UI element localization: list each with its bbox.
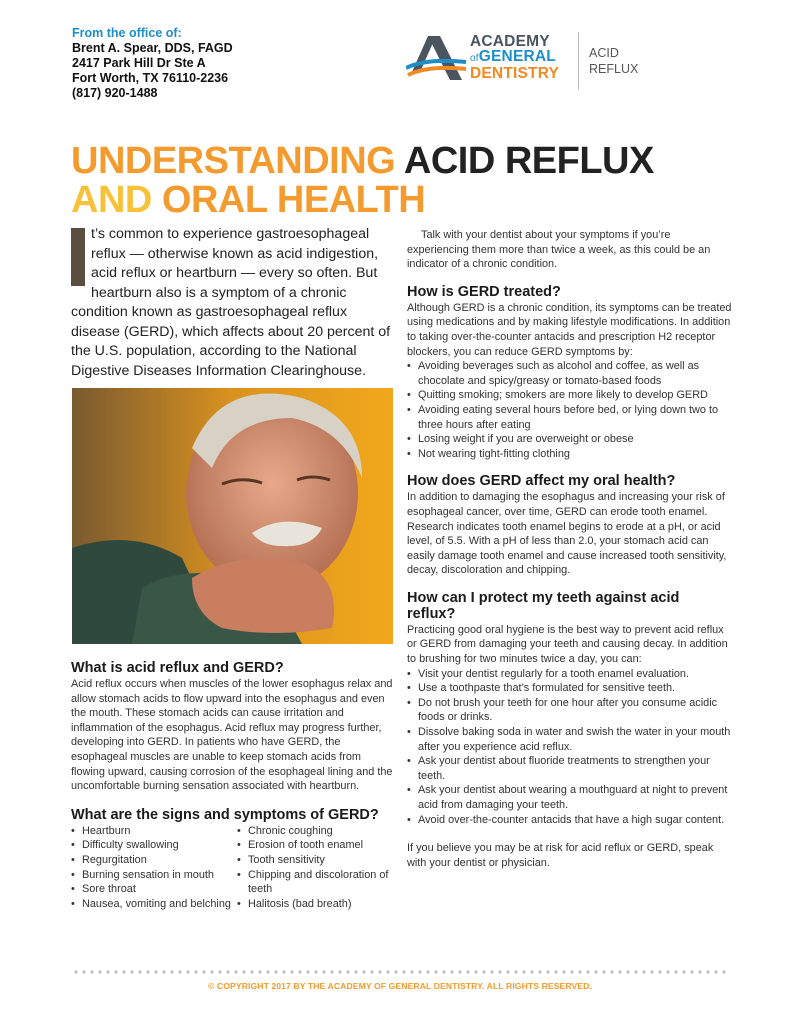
list-item: • Use a toothpaste that’s formulated for sensitive teeth. [407, 681, 732, 696]
list-item: • Avoiding beverages such as alcohol and coffee, as well as chocolate and spicy/greasy or tomato-based foods [407, 359, 732, 388]
list-item: • Not wearing tight-fitting clothing [407, 447, 732, 462]
list-item: • Halitosis (bad breath) [237, 897, 396, 912]
logo-dentistry: DENTISTRY [470, 65, 560, 82]
drop-cap [71, 228, 85, 286]
affect-text: In addition to damaging the esophagus and increasing your risk of esophageal cancer, over time, GERD can erode tooth enamel. Research indicates tooth enamel begins to erode at a pH, or acid level, of 5.5. With a pH of less than 2.0, your stomach acid can easily damage tooth enamel and cause increased tooth sensitivity, decay, discoloration and chipping. [407, 491, 727, 577]
logo-topic [589, 45, 638, 77]
intro-text: t’s common to experience gastroesophageal reflux — otherwise known as acid indigestion, acid reflux or heartburn — every so often. But heartburn also is a symptom of a chronic condition known as gastroesophageal reflux disease (GERD), which affects about 20 percent of the U.S. population, according to the National Digestive Diseases Information Clearinghouse. [71, 226, 391, 379]
office-address-block [72, 26, 233, 101]
left-column [71, 660, 396, 911]
talk-text: Talk with your dentist about your symptoms if you’re experiencing them more than twice a week, as this could be an indicator of a chronic condition. [407, 229, 711, 271]
list-item: • Quitting smoking; smokers are more likely to develop GERD [407, 388, 732, 403]
affect-heading: How does GERD affect my oral health? [407, 473, 676, 490]
treated-list [407, 359, 732, 461]
list-item: • Tooth sensitivity [237, 853, 396, 868]
topic-line-2: REFLUX [589, 62, 639, 76]
list-item: • Regurgitation [71, 853, 237, 868]
title-oral-health: ORAL HEALTH [161, 179, 426, 221]
intro-paragraph [71, 225, 391, 381]
symptoms-list-2 [237, 824, 396, 912]
list-item: • Do not brush your teeth for one hour after you consume acidic foods or drinks. [407, 696, 732, 725]
copyright-text: © COPYRIGHT 2017 BY THE ACADEMY OF GENERAL DENTISTRY. ALL RIGHTS RESERVED. [208, 981, 592, 991]
logo-academy: ACADEMY [470, 33, 550, 50]
protect-text: Practicing good oral hygiene is the best way to prevent acid reflux or GERD from damaging your teeth and causing decay. In addition to brushing for two minutes twice a day, you can: [407, 623, 728, 666]
from-office-label: From the office of: [72, 26, 182, 40]
man-heartburn-photo [72, 388, 393, 644]
title-acid-reflux: ACID REFLUX [403, 140, 654, 182]
list-item: • Heartburn [71, 824, 237, 839]
closing-text: If you believe you may be at risk for acid reflux or GERD, speak with your dentist or physician. [407, 842, 714, 869]
street-address: 2417 Park Hill Dr Ste A [72, 56, 206, 70]
right-column [407, 228, 732, 870]
list-item: • Ask your dentist about wearing a mouthguard at night to prevent acid from damaging your teeth. [407, 783, 732, 812]
list-item: • Avoiding eating several hours before bed, or lying down two to three hours after eating [407, 403, 732, 432]
list-item: • Chronic coughing [237, 824, 396, 839]
symptoms-heading: What are the signs and symptoms of GERD? [71, 806, 379, 823]
logo-divider [578, 32, 579, 90]
logo-of: of [470, 53, 479, 64]
list-item: • Ask your dentist about fluoride treatments to strengthen your teeth. [407, 754, 732, 783]
drop-cap-letter [71, 228, 85, 248]
dentist-name: Brent A. Spear, DDS, FAGD [72, 41, 233, 55]
list-item: • Chipping and discoloration of teeth [237, 868, 396, 897]
list-item: • Nausea, vomiting and belching [71, 897, 237, 912]
treated-heading: How is GERD treated? [407, 283, 561, 300]
protect-list [407, 667, 732, 828]
treated-text: Although GERD is a chronic condition, its symptoms can be treated using medications and by making lifestyle modifications. In addition to taking over-the-counter antacids and prescription H2 receptor blockers, you can reduce GERD symptoms by: [407, 301, 732, 358]
list-item: • Losing weight if you are overweight or obese [407, 432, 732, 447]
list-item: • Difficulty swallowing [71, 838, 237, 853]
logo-wordmark [470, 34, 559, 81]
what-is-heading: What is acid reflux and GERD? [71, 660, 284, 676]
title-and: AND [71, 179, 152, 221]
list-item: • Visit your dentist regularly for a tooth enamel evaluation. [407, 667, 732, 682]
agd-a-mark-icon [406, 32, 468, 84]
city-state-zip: Fort Worth, TX 76110-2236 [72, 71, 229, 85]
list-item: • Erosion of tooth enamel [237, 838, 396, 853]
what-is-text: Acid reflux occurs when muscles of the lower esophagus relax and allow stomach acids to flow upward into the esophagus and even the mouth. These stomach acids can cause irritation and inflammation of the esophagus. Acid reflux may progress further, developing into GERD. In patients who have GERD, the esophageal muscles are unable to keep stomach acids from flowing upward, causing corrosion of the esophageal lining and the uncomfortable burning sensation associated with heartburn. [71, 678, 393, 793]
list-item: • Sore throat [71, 882, 237, 897]
protect-heading: How can I protect my teeth against acid reflux? [407, 589, 680, 622]
page-title [71, 142, 654, 220]
list-item: • Avoid over-the-counter antacids that have a high sugar content. [407, 813, 732, 828]
list-item: • Dissolve baking soda in water and swish the water in your mouth after you experience acid reflux. [407, 725, 732, 754]
title-understanding: UNDERSTANDING [71, 140, 396, 182]
agd-logo [406, 32, 646, 92]
topic-line-1: ACID [589, 46, 619, 60]
symptoms-lists [71, 824, 396, 912]
phone-number: (817) 920-1488 [72, 86, 158, 100]
list-item: • Burning sensation in mouth [71, 868, 237, 883]
symptoms-list-1 [71, 824, 237, 912]
dotted-divider [72, 970, 728, 974]
logo-general: GENERAL [478, 48, 556, 65]
